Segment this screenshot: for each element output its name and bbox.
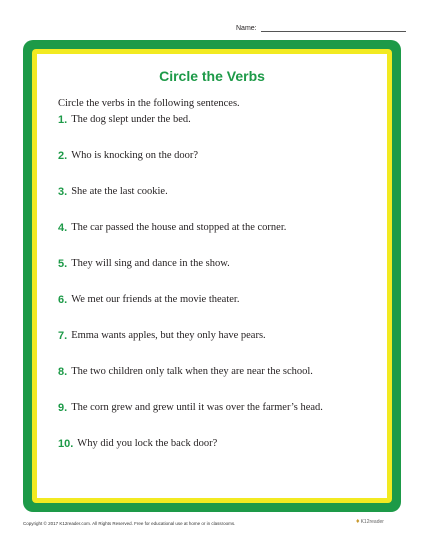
sentence-item (58, 114, 377, 150)
name-label: Name: (236, 25, 257, 32)
item-number: 3. (58, 186, 68, 198)
item-number: 10. (58, 438, 74, 450)
item-number: 7. (58, 330, 68, 342)
logo-text: K12reader (360, 518, 384, 525)
item-number: 9. (58, 402, 68, 414)
worksheet-title: Circle the Verbs (159, 68, 265, 84)
sentence-item (58, 150, 377, 186)
instructions: Circle the verbs in the following sentences. (58, 98, 240, 109)
sentence-text: They will sing and dance in the show. (71, 258, 230, 269)
sentence-text: The dog slept under the bed. (71, 114, 191, 125)
item-number: 2. (58, 150, 68, 162)
sentence-item (58, 438, 377, 474)
yellow-border (32, 49, 392, 503)
sentence-list (58, 114, 377, 474)
copyright-footer: Copyright © 2017 K12reader.com. All Rights Reserved. Free for educational use at home or in classrooms. (23, 521, 236, 526)
green-border (23, 40, 401, 512)
sentence-item (58, 186, 377, 222)
k12reader-logo (356, 518, 384, 525)
sentence-text: Who is knocking on the door? (71, 150, 199, 161)
sentence-item (58, 330, 377, 366)
sentence-text: We met our friends at the movie theater. (71, 294, 240, 305)
sentence-text: She ate the last cookie. (71, 186, 168, 197)
name-row (236, 24, 406, 32)
sentence-item (58, 366, 377, 402)
sentence-text: Why did you lock the back door? (77, 438, 218, 449)
name-field-line[interactable] (261, 24, 406, 32)
worksheet-body (37, 54, 387, 498)
item-number: 1. (58, 114, 68, 126)
sentence-text: Emma wants apples, but they only have pears. (71, 330, 266, 341)
sentence-text: The car passed the house and stopped at the corner. (71, 222, 287, 233)
item-number: 4. (58, 222, 68, 234)
sentence-item (58, 294, 377, 330)
sentence-text: The two children only talk when they are near the school. (71, 366, 313, 377)
book-icon: ♦ (356, 518, 360, 525)
sentence-item (58, 222, 377, 258)
item-number: 5. (58, 258, 68, 270)
item-number: 6. (58, 294, 68, 306)
sentence-item (58, 258, 377, 294)
sentence-item (58, 402, 377, 438)
item-number: 8. (58, 366, 68, 378)
sentence-text: The corn grew and grew until it was over the farmer’s head. (71, 402, 323, 413)
